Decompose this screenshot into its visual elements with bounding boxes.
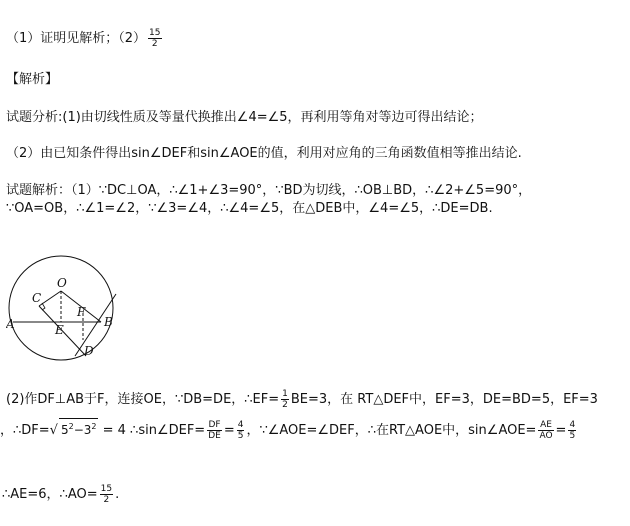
part2-l3-text-a: ∴AE=6，∴AO= [2, 487, 98, 502]
part2-line-1 [6, 389, 598, 410]
sqrt-sign: √ [49, 423, 58, 438]
label-E: E [55, 323, 64, 337]
frac-4-5-a-num: 4 [237, 420, 244, 430]
label-F: F [77, 305, 86, 319]
frac-ae-ao-num: AE [540, 420, 552, 430]
part2-l1-fraction [281, 389, 289, 410]
label-C: C [32, 291, 42, 305]
part2-line-2 [0, 418, 578, 441]
part2-l2-eq: = 4 ∴sin∠DEF= [98, 423, 206, 438]
part2-l3-frac-num: 15 [100, 484, 113, 494]
answer-text: （1）证明见解析；（2） [6, 31, 147, 46]
label-A: A [6, 317, 15, 331]
frac-4-5-a-den: 5 [237, 431, 244, 441]
label-B: B [104, 315, 113, 329]
analysis-line-2: （2）由已知条件得出sin∠DEF和sin∠AOE的值，利用对应角的三角函数值相等推出结论. [6, 146, 522, 161]
answer-frac-numerator: 15 [149, 28, 161, 38]
part2-l2-text-a: ，∴DF= [0, 423, 50, 438]
part2-l3-text-b: . [115, 487, 120, 502]
sqrt-exp-2: 2 [91, 422, 97, 431]
part2-line-3 [2, 484, 119, 505]
part2-l2-eq2: = [223, 423, 235, 438]
frac-4-5-b [568, 420, 576, 441]
part2-l1-text-b: BE=3，在 RT△DEF中，EF=3，DE=BD=5，EF=3 [290, 392, 598, 407]
geometry-figure [6, 236, 146, 366]
label-D: D [84, 344, 94, 358]
frac-ae-ao-den: AO [539, 431, 553, 441]
part2-l1-frac-den: 2 [282, 400, 288, 410]
solution-line-1: 试题解析：（1）∵DC⊥OA，∴∠1+∠3=90°，∵BD为切线，∴OB⊥BD，∴∠2+∠5=90°， [6, 183, 532, 198]
answer-frac-denominator: 2 [151, 39, 158, 49]
frac-4-5-b-den: 5 [569, 431, 576, 441]
sqrt-base-1: 5 [60, 423, 69, 437]
solution-line-2: ∵OA=OB，∴∠1=∠2，∵∠3=∠4，∴∠4=∠5，在△DEB中，∠4=∠5，∴DE=DB. [6, 201, 493, 216]
part2-l3-frac-den: 2 [103, 495, 110, 505]
sqrt-exp-1: 2 [68, 422, 74, 431]
part2-l3-fraction [100, 484, 113, 505]
part2-l1-frac-num: 1 [282, 389, 288, 399]
frac-4-5-a [237, 420, 245, 441]
answer-line [6, 28, 164, 49]
section-heading: 【解析】 [6, 72, 59, 87]
part2-l2-eq3: = [555, 423, 567, 438]
sqrt-radicand [59, 418, 99, 438]
answer-fraction [148, 28, 161, 49]
frac-ae-ao [538, 420, 553, 441]
part2-l1-text-a: (2)作DF⊥AB于F，连接OE，∵DB=DE，∴EF= [6, 392, 280, 407]
frac-df-de-num: DF [208, 420, 221, 430]
analysis-line-1: 试题分析:(1)由切线性质及等量代换推出∠4=∠5，再利用等角对等边可得出结论； [6, 110, 483, 125]
label-O: O [57, 276, 67, 290]
sqrt-base-2: −3 [73, 423, 92, 437]
part2-l2-text-b: ，∵∠AOE=∠DEF，∴在RT△AOE中，sin∠AOE= [246, 423, 537, 438]
frac-4-5-b-num: 4 [569, 420, 576, 430]
frac-df-de-den: DE [208, 431, 221, 441]
frac-df-de [207, 420, 222, 441]
